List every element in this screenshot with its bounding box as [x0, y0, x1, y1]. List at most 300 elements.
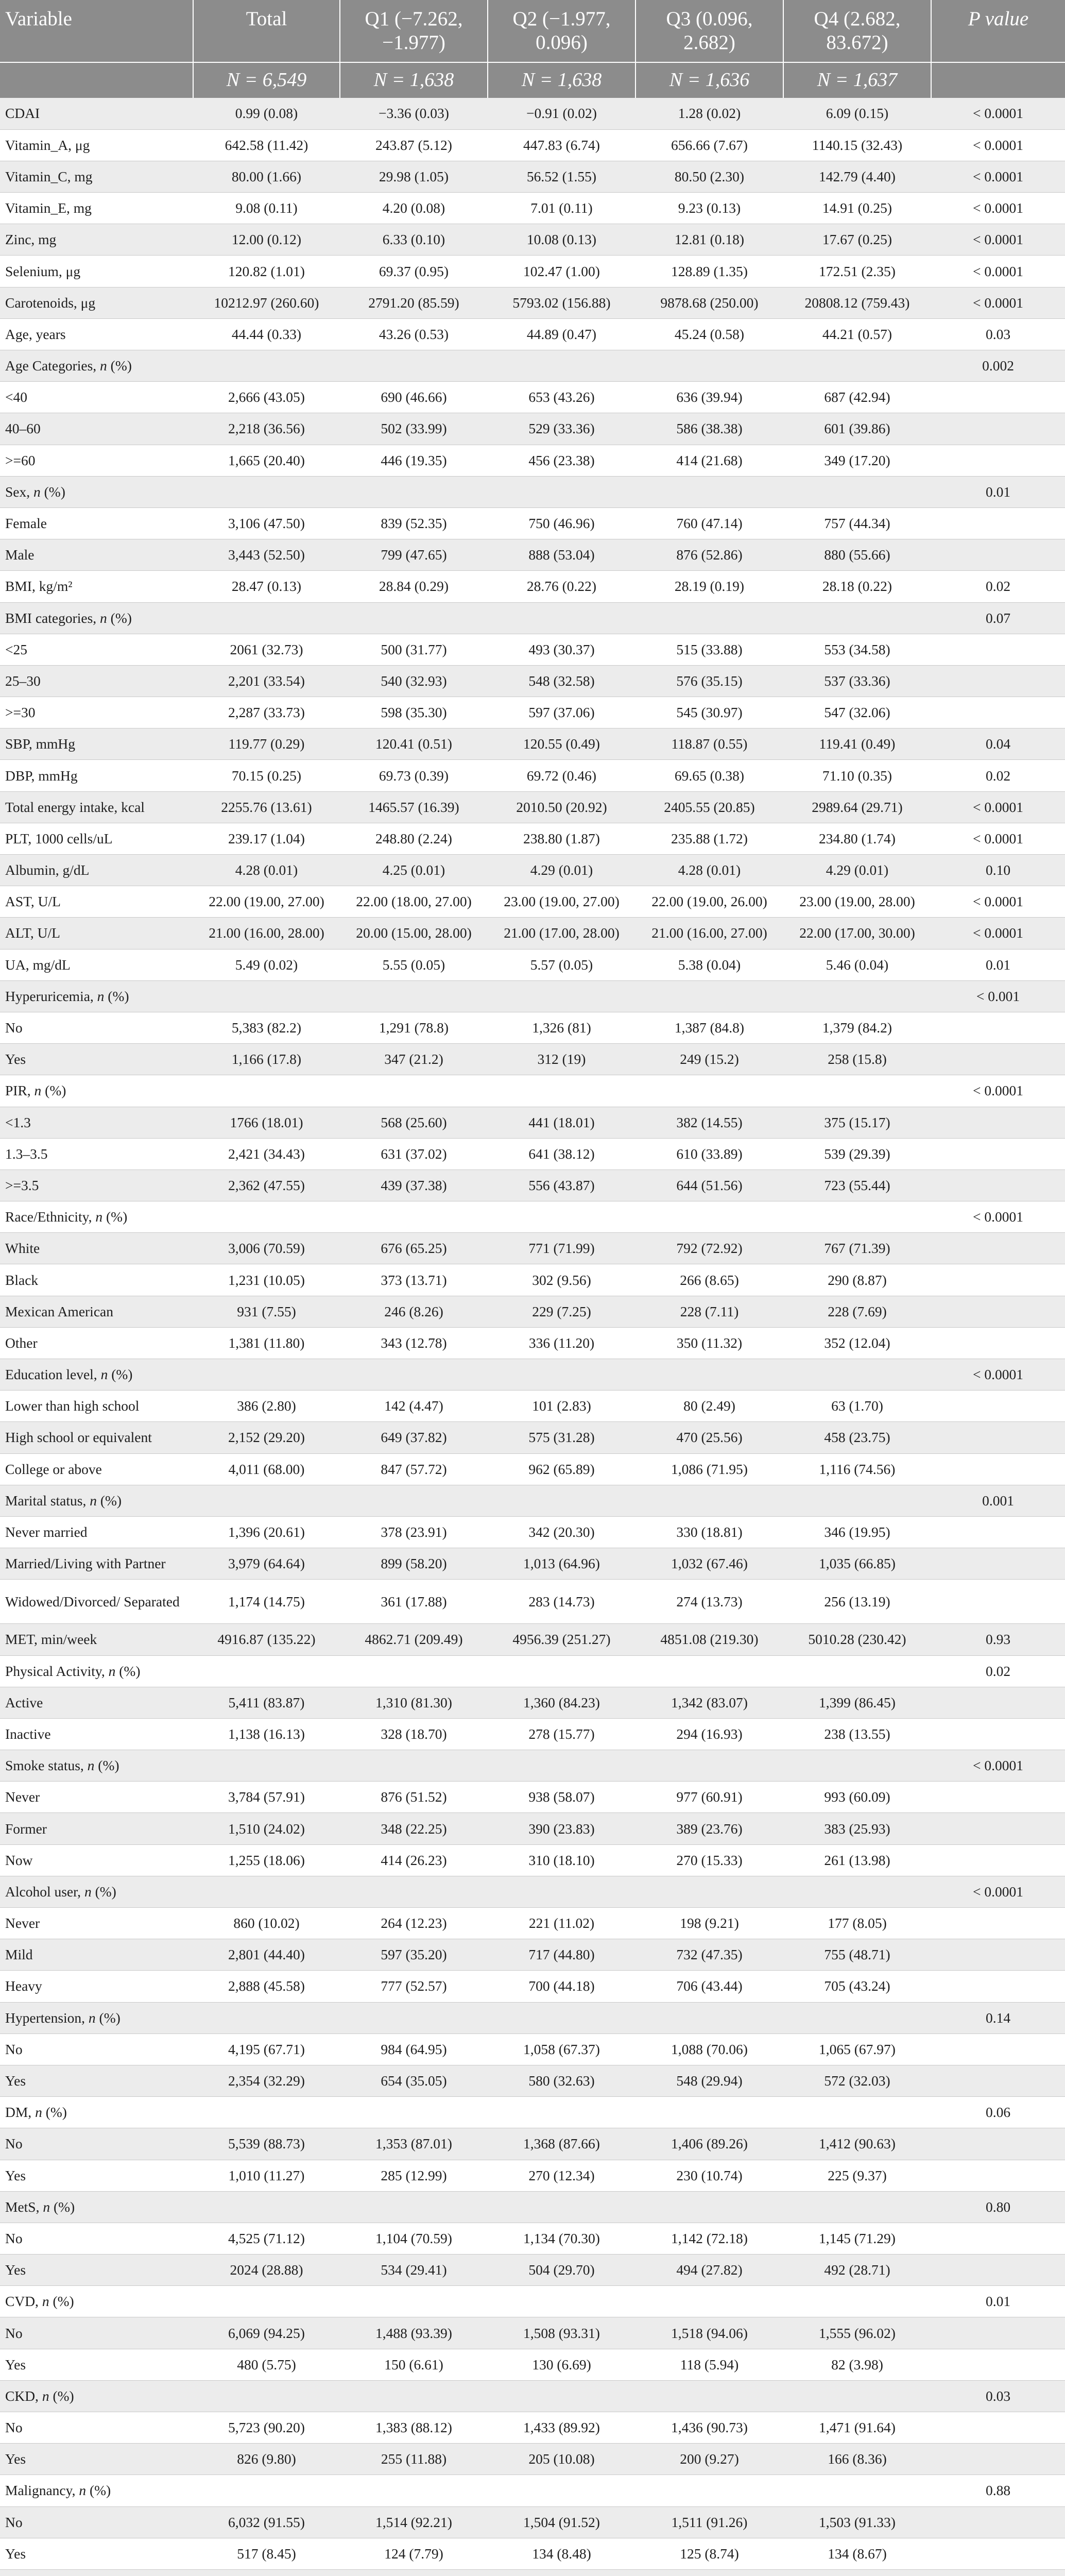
q4-cell: 28.18 (0.22): [783, 571, 931, 602]
p-value-cell: 0.02: [931, 571, 1065, 602]
q2-cell: 2010.50 (20.92): [488, 791, 635, 823]
variable-cell: Sex, n (%): [0, 476, 193, 507]
table-row: [0, 823, 1065, 854]
table-row: [0, 1453, 1065, 1485]
p-value-cell: < 0.0001: [931, 791, 1065, 823]
table-row: [0, 2097, 1065, 2128]
p-value-cell: 0.01: [931, 949, 1065, 980]
header-n-q4: N = 1,637: [783, 62, 931, 98]
p-value-cell: 0.06: [931, 2097, 1065, 2128]
q1-cell: [340, 1359, 488, 1391]
header-q2: Q2 (−1.977, 0.096): [488, 0, 635, 62]
p-value-cell: < 0.0001: [931, 1750, 1065, 1782]
q3-cell: 1,088 (70.06): [635, 2033, 783, 2065]
q2-cell: 56.52 (1.55): [488, 161, 635, 192]
q4-cell: [783, 1359, 931, 1391]
q2-cell: 390 (23.83): [488, 1813, 635, 1844]
table-row: [0, 1655, 1065, 1687]
header-variable: Variable: [0, 0, 193, 62]
total-cell: 1,138 (16.13): [193, 1718, 340, 1750]
q3-cell: 12.81 (0.18): [635, 224, 783, 256]
q3-cell: [635, 2002, 783, 2033]
q2-cell: 447.83 (6.74): [488, 129, 635, 161]
q1-cell: [340, 1750, 488, 1782]
table-row: [0, 2223, 1065, 2254]
q3-cell: 656.66 (7.67): [635, 129, 783, 161]
q3-cell: 1,032 (67.46): [635, 1548, 783, 1580]
variable-cell: Female: [0, 507, 193, 539]
q2-cell: 205 (10.08): [488, 2444, 635, 2475]
table-row: [0, 2033, 1065, 2065]
q3-cell: 382 (14.55): [635, 1107, 783, 1138]
q1-cell: [340, 2475, 488, 2506]
q4-cell: 1,145 (71.29): [783, 2223, 931, 2254]
variable-cell: College or above: [0, 1453, 193, 1485]
p-value-cell: < 0.001: [931, 980, 1065, 1012]
q1-cell: [340, 1876, 488, 1907]
p-value-cell: [931, 1548, 1065, 1580]
q2-cell: 134 (8.48): [488, 2538, 635, 2569]
total-cell: 5,539 (88.73): [193, 2128, 340, 2160]
q1-cell: 984 (64.95): [340, 2033, 488, 2065]
table-row: [0, 1718, 1065, 1750]
q3-cell: 977 (60.91): [635, 1782, 783, 1813]
p-value-cell: 0.02: [931, 1655, 1065, 1687]
q4-cell: 1,379 (84.2): [783, 1012, 931, 1043]
p-value-cell: [931, 1718, 1065, 1750]
variable-cell: No: [0, 2412, 193, 2444]
q4-cell: 1,035 (66.85): [783, 1548, 931, 1580]
variable-cell: White: [0, 1233, 193, 1264]
q2-cell: 342 (20.30): [488, 1516, 635, 1548]
q1-cell: 502 (33.99): [340, 413, 488, 445]
q4-cell: 256 (13.19): [783, 1580, 931, 1624]
table-row: [0, 1782, 1065, 1813]
table-row: [0, 1971, 1065, 2002]
q1-cell: 69.37 (0.95): [340, 256, 488, 287]
total-cell: 1,396 (20.61): [193, 1516, 340, 1548]
q3-cell: 118 (5.94): [635, 2349, 783, 2380]
table-row: [0, 980, 1065, 1012]
q4-cell: 375 (15.17): [783, 1107, 931, 1138]
table-row: [0, 2191, 1065, 2223]
q3-cell: 389 (23.76): [635, 1813, 783, 1844]
p-value-cell: [931, 445, 1065, 476]
table-row: [0, 697, 1065, 728]
q1-cell: 348 (22.25): [340, 1813, 488, 1844]
p-value-cell: < 0.0001: [931, 886, 1065, 918]
table-row: [0, 855, 1065, 886]
q4-cell: 17.67 (0.25): [783, 224, 931, 256]
q2-cell: 1,013 (64.96): [488, 1548, 635, 1580]
q2-cell: [488, 350, 635, 382]
q4-cell: 5010.28 (230.42): [783, 1624, 931, 1655]
variable-cell: [0, 2569, 193, 2576]
q1-cell: 631 (37.02): [340, 1138, 488, 1170]
q2-cell: 1,368 (87.66): [488, 2128, 635, 2160]
variable-cell: No: [0, 2317, 193, 2349]
q2-cell: 1,433 (89.92): [488, 2412, 635, 2444]
q1-cell: 4862.71 (209.49): [340, 1624, 488, 1655]
p-value-cell: [931, 1233, 1065, 1264]
q1-cell: 1,104 (70.59): [340, 2223, 488, 2254]
variable-cell: Carotenoids, μg: [0, 287, 193, 318]
q4-cell: 553 (34.58): [783, 634, 931, 665]
table-row: [0, 1391, 1065, 1422]
q2-cell: 750 (46.96): [488, 507, 635, 539]
q3-cell: [635, 2569, 783, 2576]
q2-cell: 456 (23.38): [488, 445, 635, 476]
variable-cell: Hypertension, n (%): [0, 2002, 193, 2033]
q4-cell: 177 (8.05): [783, 1908, 931, 1939]
q1-cell: 568 (25.60): [340, 1107, 488, 1138]
total-cell: 1766 (18.01): [193, 1107, 340, 1138]
table-row: [0, 1264, 1065, 1296]
q1-cell: 120.41 (0.51): [340, 728, 488, 760]
q1-cell: 378 (23.91): [340, 1516, 488, 1548]
q1-cell: [340, 2569, 488, 2576]
q2-cell: 336 (11.20): [488, 1327, 635, 1359]
table-row: [0, 445, 1065, 476]
q4-cell: [783, 602, 931, 634]
q3-cell: [635, 2097, 783, 2128]
q2-cell: 229 (7.25): [488, 1296, 635, 1327]
q2-cell: [488, 1750, 635, 1782]
total-cell: [193, 476, 340, 507]
p-value-cell: [931, 1422, 1065, 1453]
q4-cell: 142.79 (4.40): [783, 161, 931, 192]
variable-cell: PIR, n (%): [0, 1075, 193, 1107]
q3-cell: 1,511 (91.26): [635, 2506, 783, 2538]
q4-cell: 234.80 (1.74): [783, 823, 931, 854]
q1-cell: 649 (37.82): [340, 1422, 488, 1453]
q4-cell: 755 (48.71): [783, 1939, 931, 1971]
q4-cell: 705 (43.24): [783, 1971, 931, 2002]
q2-cell: 529 (33.36): [488, 413, 635, 445]
q2-cell: 4.29 (0.01): [488, 855, 635, 886]
p-value-cell: 0.01: [931, 476, 1065, 507]
total-cell: 1,166 (17.8): [193, 1044, 340, 1075]
q4-cell: 601 (39.86): [783, 413, 931, 445]
table-row: [0, 1813, 1065, 1844]
total-cell: [193, 1876, 340, 1907]
variable-cell: Never married: [0, 1516, 193, 1548]
q1-cell: 1,383 (88.12): [340, 2412, 488, 2444]
p-value-cell: [931, 2033, 1065, 2065]
q3-cell: 1,436 (90.73): [635, 2412, 783, 2444]
variable-cell: 25–30: [0, 665, 193, 697]
q2-cell: [488, 1075, 635, 1107]
variable-cell: <25: [0, 634, 193, 665]
p-value-cell: 0.14: [931, 2002, 1065, 2033]
q2-cell: [488, 2475, 635, 2506]
q3-cell: 22.00 (19.00, 26.00): [635, 886, 783, 918]
p-value-cell: [931, 1107, 1065, 1138]
p-value-cell: 0.02: [931, 760, 1065, 791]
variable-cell: >=3.5: [0, 1170, 193, 1201]
header-n-q3: N = 1,636: [635, 62, 783, 98]
q2-cell: 5.57 (0.05): [488, 949, 635, 980]
variable-cell: AST, U/L: [0, 886, 193, 918]
q1-cell: [340, 2286, 488, 2317]
variable-cell: Vitamin_A, μg: [0, 129, 193, 161]
q2-cell: 548 (32.58): [488, 665, 635, 697]
p-value-cell: [931, 2444, 1065, 2475]
variable-cell: Vitamin_C, mg: [0, 161, 193, 192]
total-cell: 2,152 (29.20): [193, 1422, 340, 1453]
p-value-cell: < 0.0001: [931, 161, 1065, 192]
variable-cell: Yes: [0, 2255, 193, 2286]
p-value-cell: [931, 507, 1065, 539]
variable-cell: Education level, n (%): [0, 1359, 193, 1391]
total-cell: 3,106 (47.50): [193, 507, 340, 539]
total-cell: 1,381 (11.80): [193, 1327, 340, 1359]
total-cell: 3,979 (64.64): [193, 1548, 340, 1580]
table-row: [0, 2569, 1065, 2576]
q1-cell: [340, 2191, 488, 2223]
table-row: [0, 2317, 1065, 2349]
total-cell: 2,218 (36.56): [193, 413, 340, 445]
variable-cell: Heavy: [0, 1971, 193, 2002]
q3-cell: 80.50 (2.30): [635, 161, 783, 192]
q4-cell: [783, 980, 931, 1012]
q4-cell: 14.91 (0.25): [783, 193, 931, 224]
total-cell: [193, 1359, 340, 1391]
total-cell: 826 (9.80): [193, 2444, 340, 2475]
table-row: [0, 2444, 1065, 2475]
variable-cell: MetS, n (%): [0, 2191, 193, 2223]
q3-cell: 5.38 (0.04): [635, 949, 783, 980]
p-value-cell: < 0.0001: [931, 224, 1065, 256]
q4-cell: 5.46 (0.04): [783, 949, 931, 980]
q1-cell: 343 (12.78): [340, 1327, 488, 1359]
total-cell: 12.00 (0.12): [193, 224, 340, 256]
total-cell: 4,195 (67.71): [193, 2033, 340, 2065]
total-cell: 119.77 (0.29): [193, 728, 340, 760]
q4-cell: 352 (12.04): [783, 1327, 931, 1359]
q3-cell: 330 (18.81): [635, 1516, 783, 1548]
q4-cell: [783, 350, 931, 382]
total-cell: [193, 2286, 340, 2317]
q1-cell: [340, 1655, 488, 1687]
q3-cell: 586 (38.38): [635, 413, 783, 445]
total-cell: 5,383 (82.2): [193, 1012, 340, 1043]
q1-cell: 1465.57 (16.39): [340, 791, 488, 823]
q4-cell: 723 (55.44): [783, 1170, 931, 1201]
table-row: [0, 1138, 1065, 1170]
p-value-cell: < 0.0001: [931, 256, 1065, 287]
q4-cell: [783, 2569, 931, 2576]
variable-cell: Alcohol user, n (%): [0, 1876, 193, 1907]
q4-cell: 1,555 (96.02): [783, 2317, 931, 2349]
variable-cell: Married/Living with Partner: [0, 1548, 193, 1580]
q3-cell: 9.23 (0.13): [635, 193, 783, 224]
q2-cell: 10.08 (0.13): [488, 224, 635, 256]
q4-cell: [783, 1075, 931, 1107]
q4-cell: [783, 1750, 931, 1782]
p-value-cell: [931, 2317, 1065, 2349]
q1-cell: 777 (52.57): [340, 1971, 488, 2002]
variable-cell: Zinc, mg: [0, 224, 193, 256]
variable-cell: UA, mg/dL: [0, 949, 193, 980]
p-value-cell: < 0.0001: [931, 823, 1065, 854]
q2-cell: 1,134 (70.30): [488, 2223, 635, 2254]
table-row: [0, 1485, 1065, 1516]
q3-cell: 414 (21.68): [635, 445, 783, 476]
q4-cell: 228 (7.69): [783, 1296, 931, 1327]
q3-cell: [635, 2380, 783, 2412]
table-row: [0, 287, 1065, 318]
q4-cell: 1,412 (90.63): [783, 2128, 931, 2160]
p-value-cell: < 0.0001: [931, 918, 1065, 949]
table-row: [0, 256, 1065, 287]
q3-cell: 350 (11.32): [635, 1327, 783, 1359]
q1-cell: 20.00 (15.00, 28.00): [340, 918, 488, 949]
q1-cell: 839 (52.35): [340, 507, 488, 539]
p-value-cell: [931, 2065, 1065, 2096]
q4-cell: 2989.64 (29.71): [783, 791, 931, 823]
total-cell: 1,665 (20.40): [193, 445, 340, 476]
q1-cell: 1,310 (81.30): [340, 1687, 488, 1718]
q4-cell: 993 (60.09): [783, 1782, 931, 1813]
q1-cell: 4.20 (0.08): [340, 193, 488, 224]
q2-cell: 493 (30.37): [488, 634, 635, 665]
table-row: [0, 413, 1065, 445]
q3-cell: [635, 2286, 783, 2317]
q4-cell: [783, 1485, 931, 1516]
q4-cell: 1,399 (86.45): [783, 1687, 931, 1718]
q4-cell: [783, 2380, 931, 2412]
p-value-cell: 0.03: [931, 2380, 1065, 2412]
q2-cell: 5793.02 (156.88): [488, 287, 635, 318]
p-value-cell: [931, 1971, 1065, 2002]
total-cell: [193, 1201, 340, 1233]
q3-cell: [635, 1876, 783, 1907]
q3-cell: [635, 2475, 783, 2506]
p-value-cell: 0.01: [931, 2286, 1065, 2317]
q1-cell: 690 (46.66): [340, 382, 488, 413]
p-value-cell: [931, 1908, 1065, 1939]
q3-cell: 28.19 (0.19): [635, 571, 783, 602]
table-row: [0, 665, 1065, 697]
variable-cell: BMI categories, n (%): [0, 602, 193, 634]
table-row: [0, 1201, 1065, 1233]
p-value-cell: 0.10: [931, 855, 1065, 886]
q3-cell: 274 (13.73): [635, 1580, 783, 1624]
q2-cell: 575 (31.28): [488, 1422, 635, 1453]
p-value-cell: [931, 413, 1065, 445]
q2-cell: 28.76 (0.22): [488, 571, 635, 602]
table-row: [0, 318, 1065, 350]
variable-cell: High school or equivalent: [0, 1422, 193, 1453]
variable-cell: 1.3–3.5: [0, 1138, 193, 1170]
q1-cell: 4.25 (0.01): [340, 855, 488, 886]
q1-cell: 597 (35.20): [340, 1939, 488, 1971]
q3-cell: 118.87 (0.55): [635, 728, 783, 760]
table-row: [0, 1075, 1065, 1107]
q1-cell: 598 (35.30): [340, 697, 488, 728]
q2-cell: [488, 980, 635, 1012]
q1-cell: 373 (13.71): [340, 1264, 488, 1296]
q3-cell: 198 (9.21): [635, 1908, 783, 1939]
q2-cell: 302 (9.56): [488, 1264, 635, 1296]
p-value-cell: [931, 1327, 1065, 1359]
table-row: [0, 1516, 1065, 1548]
variable-cell: Vitamin_E, mg: [0, 193, 193, 224]
q3-cell: 792 (72.92): [635, 1233, 783, 1264]
table-row: [0, 161, 1065, 192]
q3-cell: 1,086 (71.95): [635, 1453, 783, 1485]
q2-cell: 1,058 (67.37): [488, 2033, 635, 2065]
q4-cell: 258 (15.8): [783, 1044, 931, 1075]
table-row: [0, 2065, 1065, 2096]
q3-cell: 610 (33.89): [635, 1138, 783, 1170]
table-row: [0, 539, 1065, 571]
total-cell: 386 (2.80): [193, 1391, 340, 1422]
variable-cell: CVD, n (%): [0, 2286, 193, 2317]
q4-cell: 119.41 (0.49): [783, 728, 931, 760]
header-n-row: [0, 62, 1065, 98]
total-cell: 2,421 (34.43): [193, 1138, 340, 1170]
q3-cell: 545 (30.97): [635, 697, 783, 728]
total-cell: 22.00 (19.00, 27.00): [193, 886, 340, 918]
total-cell: 2,666 (43.05): [193, 382, 340, 413]
variable-cell: Never: [0, 1782, 193, 1813]
q3-cell: 21.00 (16.00, 27.00): [635, 918, 783, 949]
header-p-value: P value: [931, 0, 1065, 62]
table-row: [0, 507, 1065, 539]
p-value-cell: [931, 634, 1065, 665]
total-cell: 931 (7.55): [193, 1296, 340, 1327]
header-n-p-empty: [931, 62, 1065, 98]
q2-cell: 44.89 (0.47): [488, 318, 635, 350]
q1-cell: 328 (18.70): [340, 1718, 488, 1750]
table-row: [0, 634, 1065, 665]
q4-cell: 238 (13.55): [783, 1718, 931, 1750]
q3-cell: 494 (27.82): [635, 2255, 783, 2286]
q3-cell: 128.89 (1.35): [635, 256, 783, 287]
q3-cell: [635, 476, 783, 507]
q4-cell: [783, 2191, 931, 2223]
header-n-q1: N = 1,638: [340, 62, 488, 98]
q2-cell: 597 (37.06): [488, 697, 635, 728]
p-value-cell: [931, 665, 1065, 697]
total-cell: 2,801 (44.40): [193, 1939, 340, 1971]
total-cell: [193, 1075, 340, 1107]
q3-cell: 760 (47.14): [635, 507, 783, 539]
q3-cell: [635, 980, 783, 1012]
q1-cell: 534 (29.41): [340, 2255, 488, 2286]
variable-cell: Black: [0, 1264, 193, 1296]
variable-cell: Never: [0, 1908, 193, 1939]
q1-cell: 150 (6.61): [340, 2349, 488, 2380]
variable-cell: Marital status, n (%): [0, 1485, 193, 1516]
variable-cell: Other: [0, 1327, 193, 1359]
q4-cell: [783, 1201, 931, 1233]
q2-cell: 717 (44.80): [488, 1939, 635, 1971]
total-cell: 1,510 (24.02): [193, 1813, 340, 1844]
q3-cell: [635, 1750, 783, 1782]
table-row: [0, 129, 1065, 161]
q2-cell: 1,360 (84.23): [488, 1687, 635, 1718]
q2-cell: 641 (38.12): [488, 1138, 635, 1170]
q4-cell: 1,065 (67.97): [783, 2033, 931, 2065]
table-row: [0, 1233, 1065, 1264]
table-body: [0, 98, 1065, 2576]
total-cell: [193, 1750, 340, 1782]
q3-cell: [635, 1201, 783, 1233]
q1-cell: [340, 476, 488, 507]
